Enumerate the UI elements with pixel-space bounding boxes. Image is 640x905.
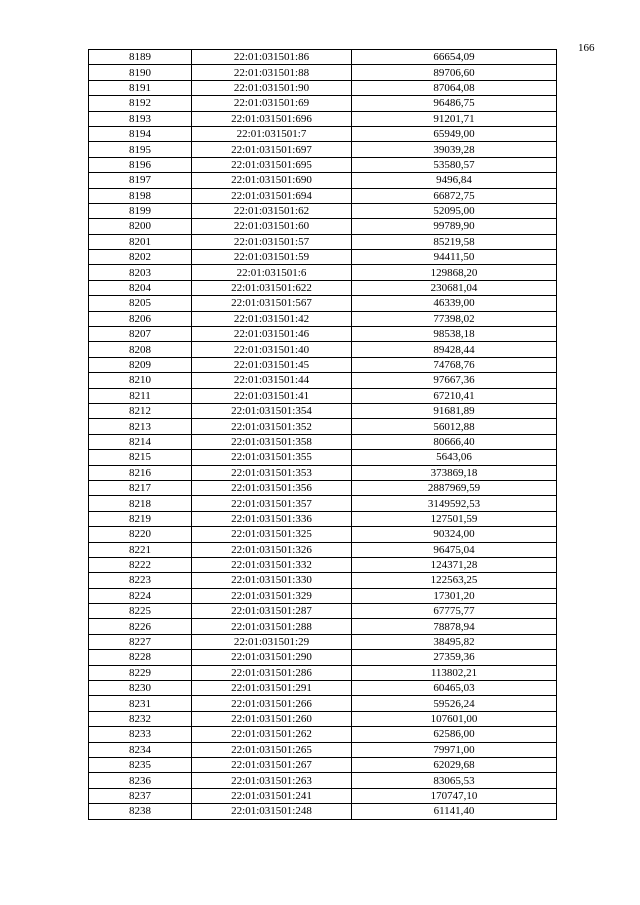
cadastral-number-cell: 22:01:031501:86 <box>192 50 352 65</box>
row-number-cell: 8191 <box>89 80 192 95</box>
row-number-cell: 8225 <box>89 604 192 619</box>
value-cell: 87064,08 <box>352 80 557 95</box>
value-cell: 53580,57 <box>352 157 557 172</box>
value-cell: 124371,28 <box>352 557 557 572</box>
value-cell: 129868,20 <box>352 265 557 280</box>
value-cell: 2887969,59 <box>352 480 557 495</box>
table-row <box>89 80 557 95</box>
table-row <box>89 465 557 480</box>
table-row <box>89 542 557 557</box>
row-number-cell: 8227 <box>89 634 192 649</box>
value-cell: 78878,94 <box>352 619 557 634</box>
cadastral-number-cell: 22:01:031501:286 <box>192 665 352 680</box>
value-cell: 62586,00 <box>352 727 557 742</box>
cadastral-number-cell: 22:01:031501:262 <box>192 727 352 742</box>
cadastral-number-cell: 22:01:031501:88 <box>192 65 352 80</box>
table-row <box>89 50 557 65</box>
table-row <box>89 142 557 157</box>
cadastral-number-cell: 22:01:031501:567 <box>192 296 352 311</box>
table-row <box>89 604 557 619</box>
table-row <box>89 634 557 649</box>
table-row <box>89 280 557 295</box>
table-row <box>89 496 557 511</box>
cadastral-number-cell: 22:01:031501:329 <box>192 588 352 603</box>
cadastral-number-cell: 22:01:031501:57 <box>192 234 352 249</box>
table-row <box>89 173 557 188</box>
table-row <box>89 157 557 172</box>
cadastral-number-cell: 22:01:031501:291 <box>192 681 352 696</box>
value-cell: 170747,10 <box>352 788 557 803</box>
cadastral-number-cell: 22:01:031501:40 <box>192 342 352 357</box>
row-number-cell: 8230 <box>89 681 192 696</box>
row-number-cell: 8209 <box>89 357 192 372</box>
row-number-cell: 8235 <box>89 757 192 772</box>
cadastral-number-cell: 22:01:031501:354 <box>192 403 352 418</box>
value-cell: 90324,00 <box>352 527 557 542</box>
row-number-cell: 8238 <box>89 804 192 819</box>
table-row <box>89 573 557 588</box>
table-row <box>89 111 557 126</box>
value-cell: 46339,00 <box>352 296 557 311</box>
value-cell: 99789,90 <box>352 219 557 234</box>
cadastral-number-cell: 22:01:031501:697 <box>192 142 352 157</box>
row-number-cell: 8193 <box>89 111 192 126</box>
cadastral-number-cell: 22:01:031501:325 <box>192 527 352 542</box>
row-number-cell: 8232 <box>89 711 192 726</box>
cadastral-number-cell: 22:01:031501:69 <box>192 96 352 111</box>
value-cell: 67210,41 <box>352 388 557 403</box>
row-number-cell: 8200 <box>89 219 192 234</box>
value-cell: 62029,68 <box>352 757 557 772</box>
value-cell: 65949,00 <box>352 126 557 141</box>
cadastre-value-table <box>88 49 557 820</box>
cadastral-number-cell: 22:01:031501:265 <box>192 742 352 757</box>
cadastral-number-cell: 22:01:031501:7 <box>192 126 352 141</box>
value-cell: 94411,50 <box>352 250 557 265</box>
table-row <box>89 419 557 434</box>
value-cell: 3149592,53 <box>352 496 557 511</box>
table-row <box>89 711 557 726</box>
row-number-cell: 8221 <box>89 542 192 557</box>
cadastral-number-cell: 22:01:031501:46 <box>192 327 352 342</box>
value-cell: 80666,40 <box>352 434 557 449</box>
table-row <box>89 188 557 203</box>
cadastral-number-cell: 22:01:031501:290 <box>192 650 352 665</box>
value-cell: 5643,06 <box>352 450 557 465</box>
cadastral-number-cell: 22:01:031501:336 <box>192 511 352 526</box>
page-number: 166 <box>578 42 595 54</box>
table-row <box>89 96 557 111</box>
table-row <box>89 65 557 80</box>
row-number-cell: 8234 <box>89 742 192 757</box>
cadastral-number-cell: 22:01:031501:44 <box>192 373 352 388</box>
value-cell: 67775,77 <box>352 604 557 619</box>
table-body <box>89 50 557 820</box>
cadastral-number-cell: 22:01:031501:690 <box>192 173 352 188</box>
cadastral-number-cell: 22:01:031501:352 <box>192 419 352 434</box>
cadastral-number-cell: 22:01:031501:332 <box>192 557 352 572</box>
value-cell: 79971,00 <box>352 742 557 757</box>
row-number-cell: 8206 <box>89 311 192 326</box>
cadastral-number-cell: 22:01:031501:287 <box>192 604 352 619</box>
table-row <box>89 265 557 280</box>
table-row <box>89 557 557 572</box>
cadastral-number-cell: 22:01:031501:622 <box>192 280 352 295</box>
value-cell: 91201,71 <box>352 111 557 126</box>
value-cell: 89706,60 <box>352 65 557 80</box>
row-number-cell: 8233 <box>89 727 192 742</box>
row-number-cell: 8198 <box>89 188 192 203</box>
table-row <box>89 650 557 665</box>
value-cell: 113802,21 <box>352 665 557 680</box>
cadastral-number-cell: 22:01:031501:355 <box>192 450 352 465</box>
table-row <box>89 681 557 696</box>
row-number-cell: 8194 <box>89 126 192 141</box>
row-number-cell: 8216 <box>89 465 192 480</box>
row-number-cell: 8211 <box>89 388 192 403</box>
value-cell: 66872,75 <box>352 188 557 203</box>
cadastral-number-cell: 22:01:031501:353 <box>192 465 352 480</box>
table-row <box>89 788 557 803</box>
row-number-cell: 8199 <box>89 203 192 218</box>
row-number-cell: 8208 <box>89 342 192 357</box>
row-number-cell: 8214 <box>89 434 192 449</box>
row-number-cell: 8195 <box>89 142 192 157</box>
row-number-cell: 8224 <box>89 588 192 603</box>
cadastral-number-cell: 22:01:031501:45 <box>192 357 352 372</box>
value-cell: 230681,04 <box>352 280 557 295</box>
row-number-cell: 8229 <box>89 665 192 680</box>
cadastral-number-cell: 22:01:031501:288 <box>192 619 352 634</box>
row-number-cell: 8236 <box>89 773 192 788</box>
row-number-cell: 8205 <box>89 296 192 311</box>
value-cell: 59526,24 <box>352 696 557 711</box>
cadastral-number-cell: 22:01:031501:263 <box>192 773 352 788</box>
cadastral-number-cell: 22:01:031501:267 <box>192 757 352 772</box>
cadastral-number-cell: 22:01:031501:358 <box>192 434 352 449</box>
value-cell: 27359,36 <box>352 650 557 665</box>
value-cell: 52095,00 <box>352 203 557 218</box>
row-number-cell: 8218 <box>89 496 192 511</box>
table-row <box>89 219 557 234</box>
value-cell: 97667,36 <box>352 373 557 388</box>
table-row <box>89 742 557 757</box>
row-number-cell: 8228 <box>89 650 192 665</box>
table-row <box>89 126 557 141</box>
table-row <box>89 527 557 542</box>
row-number-cell: 8237 <box>89 788 192 803</box>
value-cell: 9496,84 <box>352 173 557 188</box>
cadastral-number-cell: 22:01:031501:60 <box>192 219 352 234</box>
row-number-cell: 8222 <box>89 557 192 572</box>
table-row <box>89 757 557 772</box>
value-cell: 373869,18 <box>352 465 557 480</box>
table-row <box>89 311 557 326</box>
value-cell: 96486,75 <box>352 96 557 111</box>
table-row <box>89 434 557 449</box>
row-number-cell: 8197 <box>89 173 192 188</box>
cadastral-number-cell: 22:01:031501:326 <box>192 542 352 557</box>
table-row <box>89 773 557 788</box>
cadastral-number-cell: 22:01:031501:90 <box>192 80 352 95</box>
value-cell: 66654,09 <box>352 50 557 65</box>
table-row <box>89 696 557 711</box>
value-cell: 89428,44 <box>352 342 557 357</box>
value-cell: 91681,89 <box>352 403 557 418</box>
cadastral-number-cell: 22:01:031501:696 <box>192 111 352 126</box>
cadastral-number-cell: 22:01:031501:695 <box>192 157 352 172</box>
table-row <box>89 480 557 495</box>
value-cell: 77398,02 <box>352 311 557 326</box>
cadastral-number-cell: 22:01:031501:241 <box>192 788 352 803</box>
value-cell: 107601,00 <box>352 711 557 726</box>
table-row <box>89 619 557 634</box>
cadastral-number-cell: 22:01:031501:6 <box>192 265 352 280</box>
row-number-cell: 8196 <box>89 157 192 172</box>
value-cell: 60465,03 <box>352 681 557 696</box>
row-number-cell: 8219 <box>89 511 192 526</box>
cadastral-number-cell: 22:01:031501:356 <box>192 480 352 495</box>
row-number-cell: 8189 <box>89 50 192 65</box>
row-number-cell: 8190 <box>89 65 192 80</box>
value-cell: 61141,40 <box>352 804 557 819</box>
cadastral-number-cell: 22:01:031501:357 <box>192 496 352 511</box>
table-row <box>89 450 557 465</box>
row-number-cell: 8226 <box>89 619 192 634</box>
cadastral-number-cell: 22:01:031501:42 <box>192 311 352 326</box>
cadastral-number-cell: 22:01:031501:694 <box>192 188 352 203</box>
row-number-cell: 8217 <box>89 480 192 495</box>
row-number-cell: 8207 <box>89 327 192 342</box>
cadastral-number-cell: 22:01:031501:62 <box>192 203 352 218</box>
cadastral-number-cell: 22:01:031501:260 <box>192 711 352 726</box>
row-number-cell: 8212 <box>89 403 192 418</box>
table-row <box>89 665 557 680</box>
table-row <box>89 203 557 218</box>
value-cell: 17301,20 <box>352 588 557 603</box>
cadastral-number-cell: 22:01:031501:248 <box>192 804 352 819</box>
table-row <box>89 250 557 265</box>
row-number-cell: 8213 <box>89 419 192 434</box>
table-row <box>89 234 557 249</box>
table-row <box>89 357 557 372</box>
row-number-cell: 8203 <box>89 265 192 280</box>
cadastral-number-cell: 22:01:031501:266 <box>192 696 352 711</box>
table-row <box>89 327 557 342</box>
row-number-cell: 8215 <box>89 450 192 465</box>
value-cell: 96475,04 <box>352 542 557 557</box>
table-row <box>89 296 557 311</box>
value-cell: 98538,18 <box>352 327 557 342</box>
row-number-cell: 8223 <box>89 573 192 588</box>
value-cell: 38495,82 <box>352 634 557 649</box>
row-number-cell: 8204 <box>89 280 192 295</box>
table-row <box>89 511 557 526</box>
value-cell: 39039,28 <box>352 142 557 157</box>
table-row <box>89 388 557 403</box>
cadastral-number-cell: 22:01:031501:29 <box>192 634 352 649</box>
row-number-cell: 8202 <box>89 250 192 265</box>
value-cell: 122563,25 <box>352 573 557 588</box>
row-number-cell: 8201 <box>89 234 192 249</box>
value-cell: 127501,59 <box>352 511 557 526</box>
cadastral-number-cell: 22:01:031501:330 <box>192 573 352 588</box>
table-row <box>89 727 557 742</box>
cadastral-number-cell: 22:01:031501:59 <box>192 250 352 265</box>
row-number-cell: 8210 <box>89 373 192 388</box>
row-number-cell: 8192 <box>89 96 192 111</box>
table-row <box>89 588 557 603</box>
table-row <box>89 804 557 819</box>
table-row <box>89 342 557 357</box>
value-cell: 85219,58 <box>352 234 557 249</box>
cadastral-number-cell: 22:01:031501:41 <box>192 388 352 403</box>
value-cell: 83065,53 <box>352 773 557 788</box>
value-cell: 74768,76 <box>352 357 557 372</box>
row-number-cell: 8220 <box>89 527 192 542</box>
table-row <box>89 373 557 388</box>
row-number-cell: 8231 <box>89 696 192 711</box>
value-cell: 56012,88 <box>352 419 557 434</box>
table-row <box>89 403 557 418</box>
